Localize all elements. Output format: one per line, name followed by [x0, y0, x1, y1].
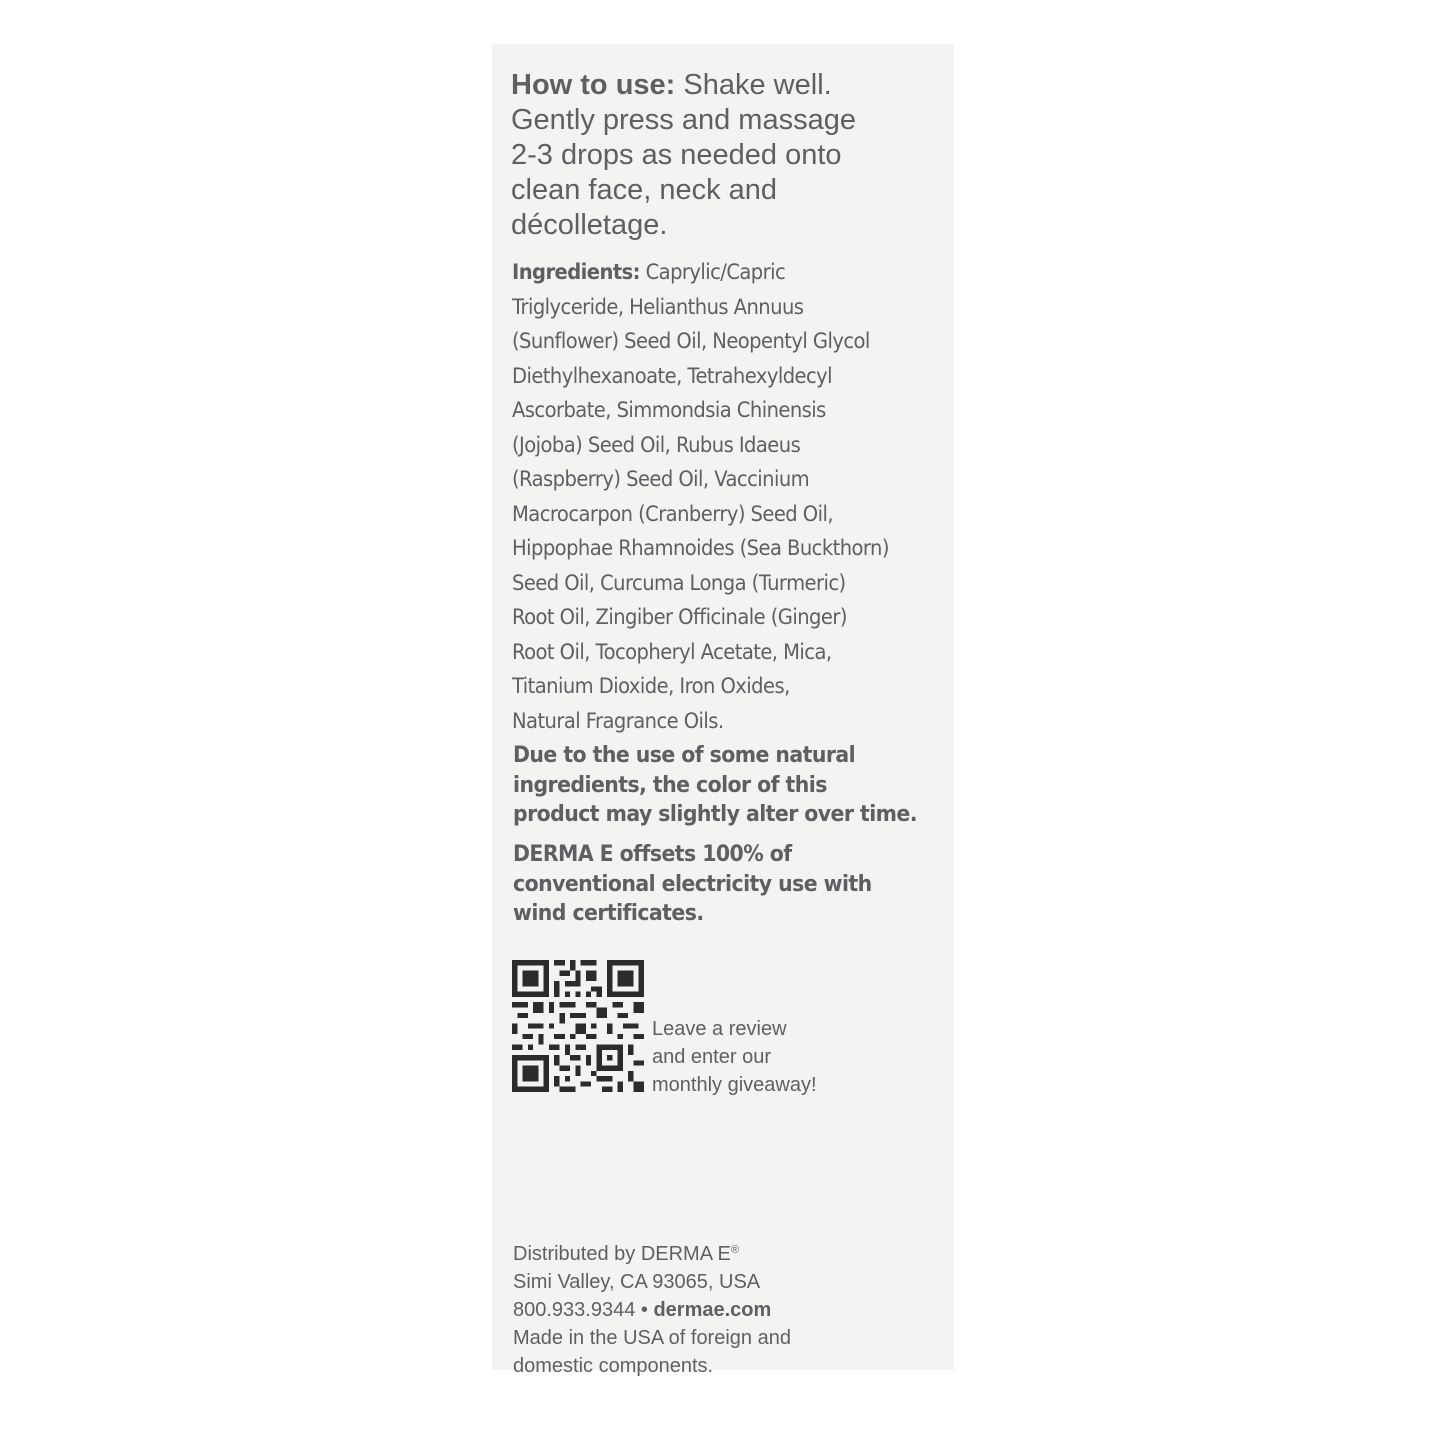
- distributor-name: Distributed by DERMA E: [513, 1243, 731, 1265]
- color-notice-line: ingredients, the color of this: [513, 772, 827, 798]
- ingredients-line: Root Oil, Zingiber Officinale (Ginger): [512, 605, 847, 629]
- how-to-use-text: Shake well.: [675, 69, 832, 101]
- how-to-use-line: 2-3 drops as needed onto: [511, 139, 842, 171]
- origin-line: domestic components.: [513, 1355, 714, 1377]
- website-link[interactable]: dermae.com: [653, 1299, 772, 1321]
- energy-offset-line: conventional electricity use with: [513, 871, 872, 897]
- color-notice-line: product may slightly alter over time.: [513, 802, 917, 827]
- origin-line: Made in the USA of foreign and: [513, 1327, 791, 1349]
- distributor-address: Simi Valley, CA 93065, USA: [513, 1271, 761, 1293]
- how-to-use-line: Gently press and massage: [511, 104, 856, 136]
- ingredients-line: Natural Fragrance Oils.: [512, 708, 724, 733]
- registered-mark: ®: [730, 1244, 739, 1256]
- review-prompt: [652, 1015, 817, 1099]
- product-label-panel: [492, 44, 954, 1377]
- ingredients-line: (Sunflower) Seed Oil, Neopentyl Glycol: [512, 329, 870, 353]
- ingredients-line: Titanium Dioxide, Iron Oxides,: [512, 674, 790, 698]
- how-to-use-line: décolletage.: [511, 209, 668, 241]
- ingredients-line: Hippophae Rhamnoides (Sea Buckthorn): [512, 536, 889, 560]
- review-prompt-line: Leave a review: [652, 1018, 787, 1040]
- ingredients-line: Macrocarpon (Cranberry) Seed Oil,: [512, 501, 833, 526]
- energy-offset-line: DERMA E offsets 100% of: [513, 842, 792, 867]
- phone-number: 800.933.9344: [513, 1299, 636, 1321]
- review-prompt-line: monthly giveaway!: [652, 1074, 817, 1096]
- distributor-line: [513, 1236, 791, 1268]
- how-to-use-first-line: [511, 68, 856, 103]
- ingredients-line: Seed Oil, Curcuma Longa (Turmeric): [512, 570, 846, 595]
- ingredients-text: Caprylic/Capric: [639, 260, 786, 284]
- distributor-contact: [513, 1296, 791, 1324]
- qr-code-icon[interactable]: [512, 960, 644, 1092]
- how-to-use-line: clean face, neck and: [511, 174, 778, 206]
- ingredients-line: Root Oil, Tocopheryl Acetate, Mica,: [512, 639, 832, 664]
- ingredients-line: Diethylhexanoate, Tetrahexyldecyl: [512, 363, 833, 388]
- ingredients-label: Ingredients:: [512, 260, 640, 284]
- color-notice-line: Due to the use of some natural: [513, 743, 856, 768]
- color-notice: [513, 741, 917, 830]
- separator-dot: •: [635, 1299, 654, 1321]
- how-to-use-label: How to use:: [511, 69, 676, 101]
- energy-offset-line: wind certificates.: [513, 901, 704, 926]
- review-prompt-line: and enter our: [652, 1046, 771, 1068]
- ingredients-first-line: [512, 255, 889, 290]
- ingredients-section: [512, 255, 889, 738]
- ingredients-line: (Raspberry) Seed Oil, Vaccinium: [512, 467, 810, 491]
- ingredients-line: Triglyceride, Helianthus Annuus: [512, 294, 804, 319]
- how-to-use-section: [511, 68, 856, 243]
- distributor-info: [513, 1236, 791, 1380]
- energy-offset-statement: [513, 840, 872, 929]
- ingredients-line: Ascorbate, Simmondsia Chinensis: [512, 398, 826, 422]
- ingredients-line: (Jojoba) Seed Oil, Rubus Idaeus: [512, 432, 801, 457]
